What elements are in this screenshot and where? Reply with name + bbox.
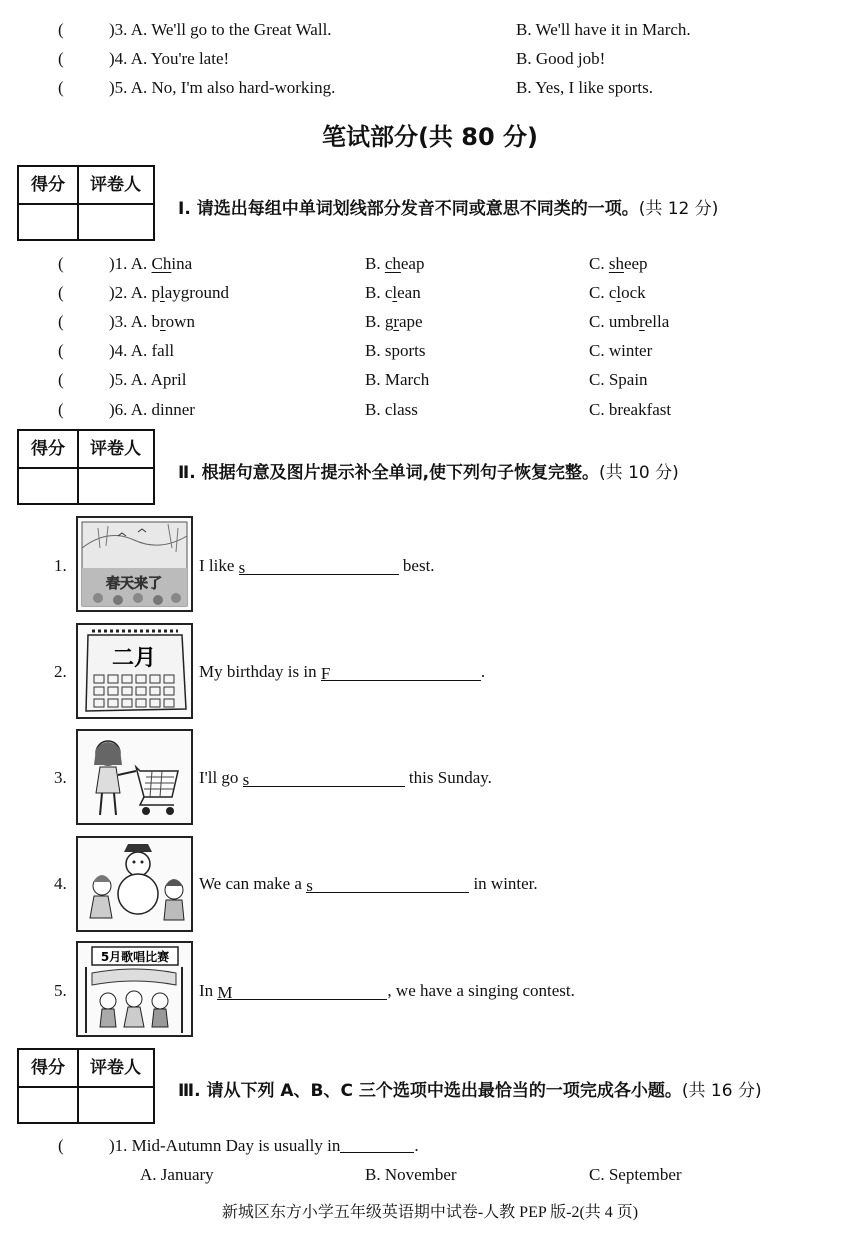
answer-blank[interactable] [239, 558, 399, 575]
paren: ( [58, 400, 64, 419]
option-a: )4. A. fall [109, 341, 175, 360]
option-a: )5. A. April [109, 370, 187, 389]
february-text: 二月 [111, 646, 157, 671]
answer-blank[interactable] [321, 664, 481, 681]
written-title: 笔试部分(共 80 分) [321, 123, 539, 151]
fill-sentence: I'll go s this Sunday. [199, 768, 492, 789]
hint-letter: s [238, 558, 246, 577]
prev-item-a: )3. A. We'll go to the Great Wall. [109, 20, 332, 39]
paren: ( [58, 49, 64, 68]
snowman-picture [76, 836, 193, 932]
answer-blank[interactable] [306, 876, 469, 893]
paren: ( [58, 1136, 64, 1155]
prev-item-a: )4. A. You're late! [109, 49, 230, 68]
item-number: 5. [54, 981, 67, 1000]
fill-sentence: My birthday is in F . [199, 662, 486, 683]
score-label: 得分 [31, 175, 65, 195]
option-b: B. sports [365, 341, 426, 360]
hint-letter: s [242, 770, 250, 789]
option-a: A. January [140, 1165, 214, 1184]
spring-picture [76, 516, 193, 612]
prev-item-b: B. We'll have it in March. [516, 20, 691, 39]
contest-banner-text: 5月歌唱比赛 [100, 950, 170, 964]
option-c: C. clock [589, 283, 646, 302]
section2-heading: Ⅱ. 根据句意及图片提示补全单词,使下列句子恢复完整。(共 10 分) [178, 463, 679, 483]
option-b: B. grape [365, 312, 423, 331]
calendar-picture [76, 623, 193, 719]
item-number: 4. [54, 874, 67, 893]
shopping-picture [76, 729, 193, 825]
paren: ( [58, 341, 64, 360]
paren: ( [58, 254, 64, 273]
paren: ( [58, 370, 64, 389]
paren: ( [58, 78, 64, 97]
item-number: 3. [54, 768, 67, 787]
item-number: 2. [54, 662, 67, 681]
hint-letter: M [217, 983, 233, 1002]
singing-contest-picture [76, 941, 193, 1037]
answer-blank[interactable] [217, 983, 387, 1000]
section1-heading: Ⅰ. 请选出每组中单词划线部分发音不同或意思不同类的一项。(共 12 分) [178, 199, 719, 219]
paren: ( [58, 20, 64, 39]
answer-blank[interactable] [340, 1136, 414, 1153]
item-number: 1. [54, 556, 67, 575]
option-c: C. umbrella [589, 312, 670, 331]
prev-item-a: )5. A. No, I'm also hard-working. [109, 78, 336, 97]
answer-blank[interactable] [243, 770, 405, 787]
question-stem: )1. Mid-Autumn Day is usually in . [109, 1136, 419, 1155]
option-c: C. breakfast [589, 400, 672, 419]
score-box [17, 165, 155, 241]
paren: ( [58, 283, 64, 302]
fill-sentence: In M , we have a singing contest. [199, 981, 575, 1002]
option-a: )2. A. playground [109, 283, 229, 302]
option-a: )1. A. China [109, 254, 193, 273]
score-box [17, 429, 155, 505]
spring-text: 春天来了 [106, 576, 162, 592]
fill-sentence: I like s best. [199, 556, 435, 577]
section3-heading: Ⅲ. 请从下列 A、B、C 三个选项中选出最恰当的一项完成各小题。(共 16 分) [178, 1081, 762, 1101]
option-a: )3. A. brown [109, 312, 195, 331]
grader-label: 评卷人 [90, 1058, 141, 1078]
grader-label: 评卷人 [90, 439, 141, 459]
option-c: C. winter [589, 341, 653, 360]
grader-label: 评卷人 [90, 175, 141, 195]
hint-letter: F [320, 664, 331, 683]
fill-sentence: We can make a s in winter. [199, 874, 538, 895]
score-label: 得分 [31, 1058, 65, 1078]
hint-letter: s [306, 876, 313, 895]
option-c: C. sheep [589, 254, 648, 273]
prev-item-b: B. Good job! [516, 49, 606, 68]
score-box [17, 1048, 155, 1124]
option-b: B. clean [365, 283, 421, 302]
option-a: )6. A. dinner [109, 400, 195, 419]
option-b: B. class [365, 400, 418, 419]
option-b: B. March [365, 370, 430, 389]
option-b: B. November [365, 1165, 457, 1184]
option-b: B. cheap [365, 254, 425, 273]
option-c: C. September [589, 1165, 682, 1184]
option-c: C. Spain [589, 370, 648, 389]
prev-item-b: B. Yes, I like sports. [516, 78, 653, 97]
page-footer: 新城区东方小学五年级英语期中试卷-人教 PEP 版-2(共 4 页) [221, 1204, 639, 1221]
paren: ( [58, 312, 64, 331]
score-label: 得分 [31, 439, 65, 459]
